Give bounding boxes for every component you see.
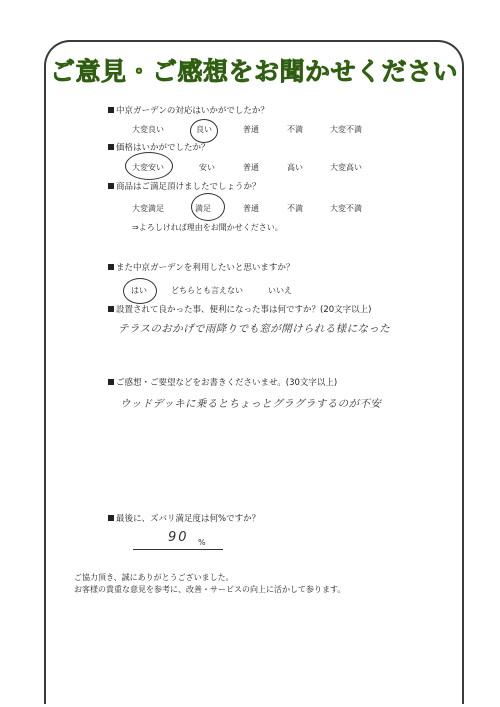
option-service-very-good[interactable]: 大変良い xyxy=(132,125,164,134)
question-satisfaction xyxy=(108,514,260,525)
question-feedback-label: ご感想・ご要望などをお書きくださいませ。(30文字以上) xyxy=(116,378,338,388)
question-satisfaction-label: 最後に、ズバリ満足度は何%ですか？ xyxy=(116,514,261,524)
selected-mark-circle xyxy=(125,152,173,180)
thanks-message: ご協力頂き、誠にありがとうございました。 xyxy=(74,573,234,582)
bullet-icon xyxy=(108,379,114,385)
option-service-very-dissatisfied[interactable]: 大変不満 xyxy=(330,125,362,134)
selected-mark-circle xyxy=(190,119,218,143)
question-benefit xyxy=(108,305,371,316)
question-service xyxy=(108,106,269,117)
option-reuse-no[interactable]: いいえ xyxy=(268,286,292,295)
option-price-normal[interactable]: 普通 xyxy=(243,163,259,172)
benefit-answer: テラスのおかげで雨降りでも窓が開けられる様になった xyxy=(118,323,391,335)
feedback-answer: ウッドデッキに乗るとちょっとグラグラするのが不安 xyxy=(120,398,382,410)
question-benefit-label: 設置されて良かった事、便利になった事は何ですか？(20文字以上) xyxy=(116,305,372,315)
answer-underline xyxy=(133,549,223,550)
bullet-icon xyxy=(108,183,114,189)
option-product-very-dissatisfied[interactable]: 大変不満 xyxy=(330,204,362,213)
reason-prompt: ⇒よろしければ理由をお聞かせください。 xyxy=(132,223,283,232)
bullet-icon xyxy=(108,107,114,113)
bullet-icon xyxy=(108,306,114,312)
survey-frame xyxy=(44,40,464,704)
option-product-dissatisfied[interactable]: 不満 xyxy=(287,204,303,213)
option-price-expensive[interactable]: 高い xyxy=(287,163,303,172)
improvement-message: お客様の貴重な意見を参考に、改善・サービスの向上に活かして参ります。 xyxy=(74,585,346,594)
page-title: ご意見・ご感想をお聞かせください xyxy=(49,57,458,86)
bullet-icon xyxy=(108,515,114,521)
option-price-very-cheap[interactable]: 大変安い xyxy=(132,163,164,172)
question-reuse xyxy=(108,263,294,274)
option-service-normal[interactable]: 普通 xyxy=(243,125,259,134)
question-product-label: 商品はご満足頂けましたでしょうか？ xyxy=(116,182,261,192)
option-reuse-yes[interactable]: はい xyxy=(131,286,147,295)
option-price-very-expensive[interactable]: 大変高い xyxy=(330,163,362,172)
selected-mark-circle xyxy=(123,278,157,304)
bullet-icon xyxy=(108,144,114,150)
option-product-very-satisfied[interactable]: 大変満足 xyxy=(132,204,164,213)
question-price-label: 価格はいかがでしたか？ xyxy=(116,143,210,153)
question-reuse-label: また中京ガーデンを利用したいと思いますか？ xyxy=(116,263,295,273)
percent-unit: % xyxy=(198,538,206,547)
option-product-satisfied[interactable]: 満足 xyxy=(195,204,211,213)
option-reuse-neither[interactable]: どちらとも言えない xyxy=(171,286,243,295)
question-product xyxy=(108,182,261,193)
selected-mark-circle xyxy=(191,193,225,221)
satisfaction-answer: 90 xyxy=(168,530,189,545)
question-service-label: 中京ガーデンの対応はいかがでしたか？ xyxy=(116,106,269,116)
option-product-normal[interactable]: 普通 xyxy=(243,204,259,213)
option-price-cheap[interactable]: 安い xyxy=(199,163,215,172)
option-service-good[interactable]: 良い xyxy=(196,125,212,134)
question-feedback xyxy=(108,378,337,389)
bullet-icon xyxy=(108,264,114,270)
option-service-dissatisfied[interactable]: 不満 xyxy=(287,125,303,134)
